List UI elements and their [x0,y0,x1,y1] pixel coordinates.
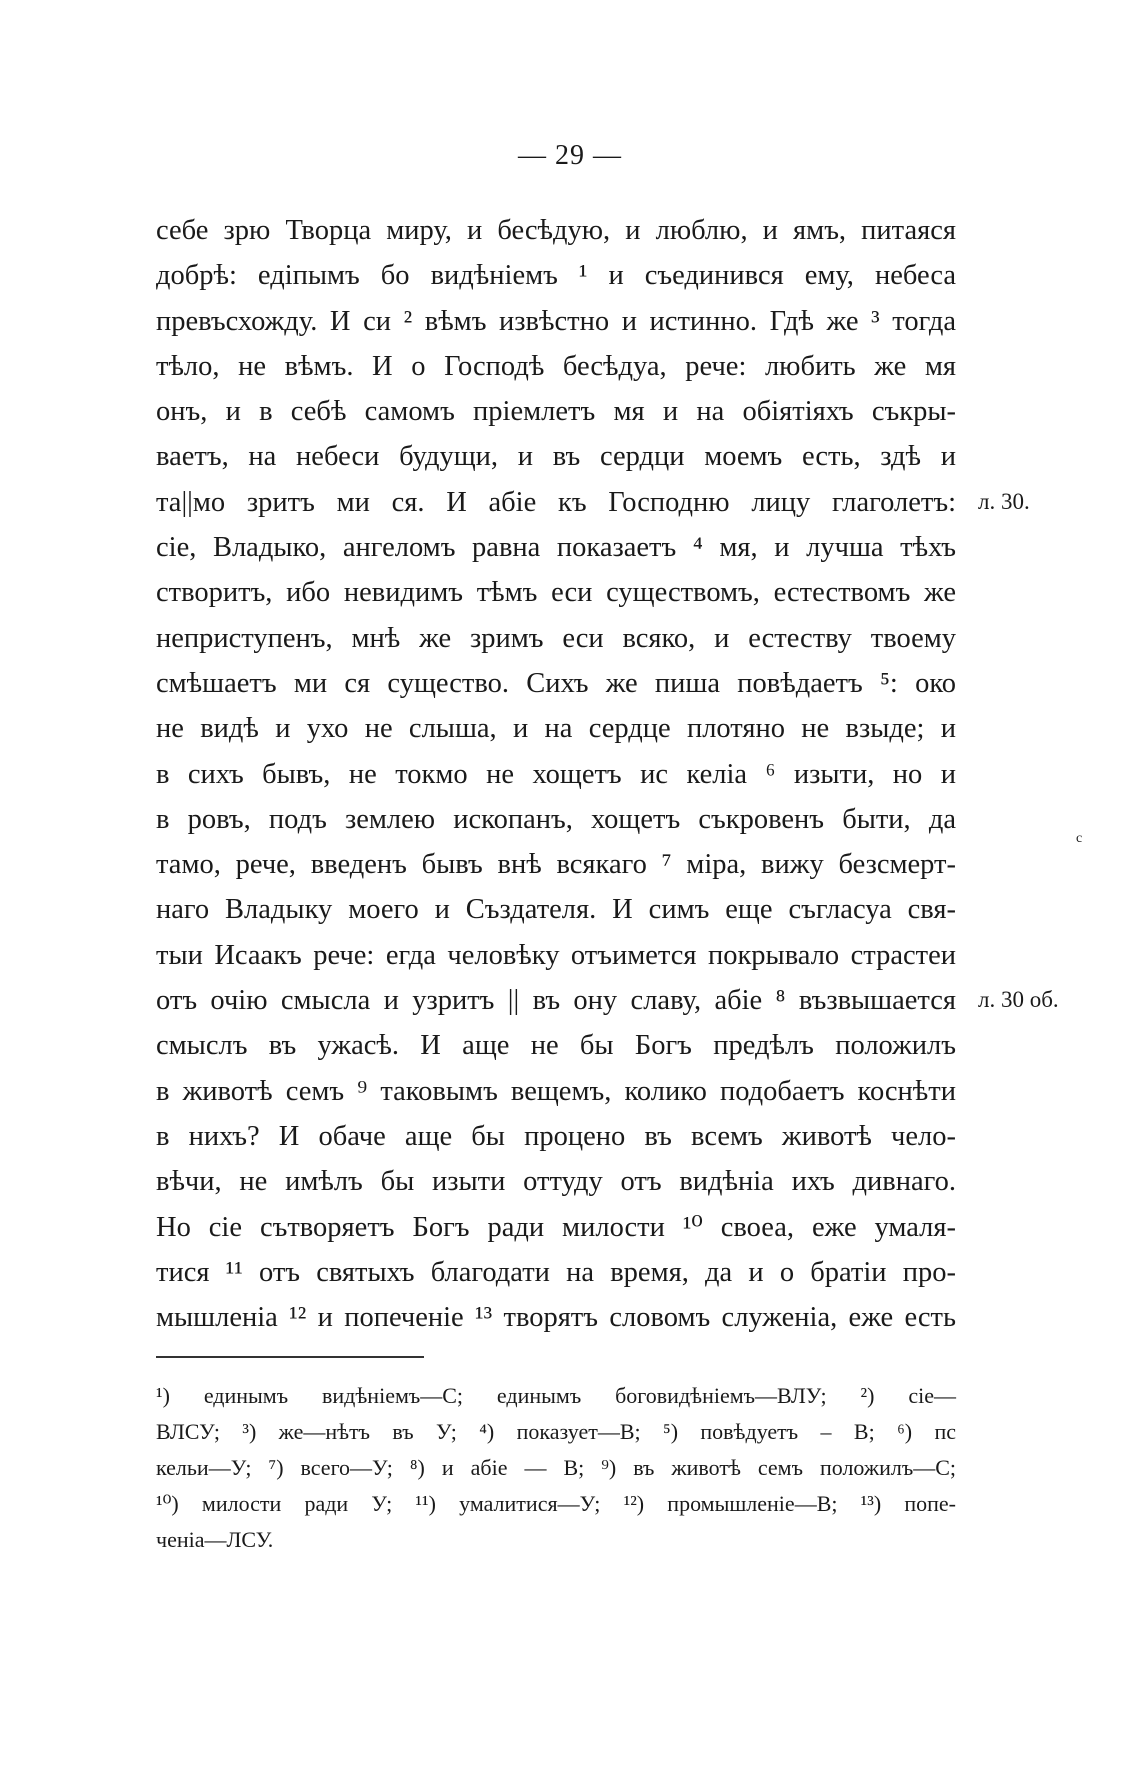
footnote-line: ВЛСУ; ³) же—нѣтъ въ У; ⁴) показует—В; ⁵) повѣдуетъ – В; ⁶) пс [156,1419,956,1444]
text-line: вѣчи, не имѣлъ бы изыти оттуду отъ видѣніа ихъ дивнаго. [156,1166,956,1198]
text-line: превъсхожду. И си ² вѣмъ извѣстно и истинно. Гдѣ же ³ тогда [156,305,956,337]
text-line: онъ, и в себѣ самомъ пріемлетъ мя и на обіятіяхъ съкры- [156,396,956,428]
text-line: наго Владыку моего и Създателя. И симъ еще съгласуа свя- [156,894,956,926]
text-line: в животѣ семъ ⁹ таковымъ вещемъ, колико подобаетъ коснѣти [156,1075,956,1107]
text-line: тамо, рече, введенъ бывъ внѣ всякаго ⁷ міра, вижу безсмерт- [156,849,956,881]
text-line: створитъ, ибо невидимъ тѣмъ еси существомъ, естествомъ же [156,577,956,609]
footnote-divider [156,1356,424,1358]
text-line: Но сіе сътворяетъ Богъ ради милости ¹⁰ своеа, еже умаля- [156,1211,956,1243]
text-line: смыслъ въ ужасѣ. И аще не бы Богъ предѣлъ положилъ [156,1030,956,1062]
text-line: неприступенъ, мнѣ же зримъ еси всяко, и естеству твоему [156,622,956,654]
footnote-line: ¹⁰) милости ради У; ¹¹) умалитися—У; ¹²) промышленіе—В; ¹³) попе- [156,1491,956,1516]
main-text [156,208,956,1340]
text-line: тѣло, не вѣмъ. И о Господѣ бесѣдуа, рече: любить же мя [156,350,956,382]
text-line: в нихъ? И обаче аще бы проценo въ всемъ животѣ чело- [156,1120,956,1152]
text-line: мышленіа ¹² и попеченіе ¹³ творятъ словомъ служеніа, еже есть [156,1302,956,1334]
footnote-line: кельи—У; ⁷) всего—У; ⁸) и абіе — В; ⁹) въ животѣ семъ положилъ—С; [156,1455,956,1480]
text-line: себе зрю Творца миру, и бесѣдую, и люблю, и ямъ, питаяся [156,215,956,246]
text-line: сіе, Владыко, ангеломъ равна показаетъ ⁴ мя, и лучша тѣхъ [156,532,956,564]
page-number: — 29 — [518,140,622,171]
text-line: смѣшаетъ ми ся существо. Сихъ же пиша повѣдаетъ ⁵: око [156,667,956,699]
margin-note-folio-30-verso: л. 30 об. [978,987,1059,1012]
text-line: тися ¹¹ отъ святыхъ благодати на время, да и о братіи про- [156,1256,956,1288]
margin-note-folio-30: л. 30. [978,489,1030,514]
footnotes [156,1378,956,1558]
text-line: в сихъ бывъ, не токмо не хощетъ ис келіа ⁶ изыти, но и [156,758,956,790]
footnote-line: ченіа—ЛСУ. [156,1527,274,1552]
text-line: не видѣ и ухо не слыша, и на сердце плотяно не взыде; и [156,713,956,745]
text-line: тыи Исаакъ рече: егда человѣку отъимется покрывало страстеи [156,939,956,971]
footnote-line: ¹) единымъ видѣніемъ—С; единымъ боговидѣніемъ—ВЛУ; ²) сіе— [156,1383,956,1408]
text-line: в ровъ, подъ землею ископанъ, хощетъ съкровенъ быти, да [156,803,956,835]
text-line: добрѣ: едіпымъ бо видѣніемъ ¹ и съединився ему, небеса [156,260,956,292]
text-line: отъ очію смысла и узритъ || въ ону славу, абіе ⁸ възвышается [156,985,956,1017]
text-line: та||мо зритъ ми ся. И абіе къ Господню лицу глаголетъ: [156,486,956,518]
margin-mark: с [1076,831,1083,846]
text-line: ваетъ, на небеси будущи, и въ сердци моемъ есть, здѣ и [156,441,956,473]
